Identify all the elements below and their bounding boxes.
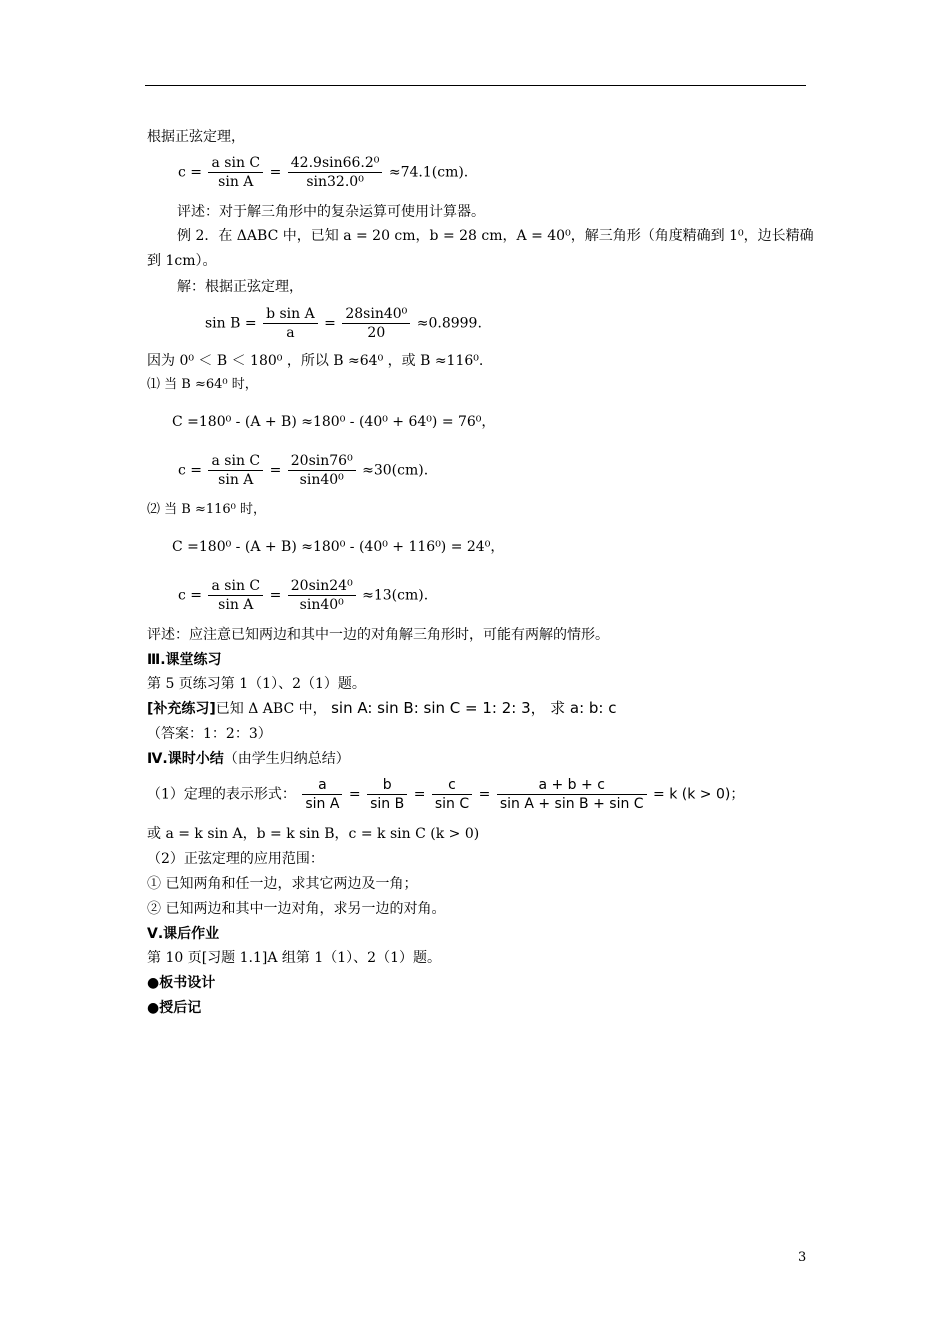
text-line: ⑵ 当 B ≈116⁰ 时， <box>147 502 266 517</box>
fraction <box>288 154 383 191</box>
text-line: 根据正弦定理， <box>147 129 245 145</box>
numerator: 20sin76⁰ <box>288 452 356 471</box>
text-line <box>147 749 350 769</box>
numerator: 28sin40⁰ <box>342 305 410 324</box>
formula-part: ≈74.1(cm). <box>388 164 469 181</box>
denominator: sin A <box>218 597 254 613</box>
numerator: a sin C <box>208 577 263 596</box>
fraction <box>497 776 647 813</box>
fraction <box>367 776 407 813</box>
numerator: 20sin24⁰ <box>288 577 356 596</box>
text-line: ⑴ 当 B ≈64⁰ 时， <box>147 377 258 392</box>
formula-part: c = <box>178 462 203 479</box>
denominator: a <box>286 325 295 341</box>
header-rule <box>145 85 806 86</box>
formula-part: 求 a: b: c <box>550 699 617 717</box>
denominator: sin C <box>434 796 470 812</box>
formula-line: C =180⁰ - (A + B) ≈180⁰ - (40⁰ + 64⁰) = 76⁰， <box>172 414 496 430</box>
fraction <box>263 305 318 342</box>
section-heading: ●板书设计 <box>147 975 216 991</box>
fraction <box>432 776 472 813</box>
formula-line <box>178 577 428 614</box>
formula-part: = <box>269 587 282 604</box>
numerator: 42.9sin66.2⁰ <box>288 154 383 173</box>
formula-part: sin A: sin B: sin C = 1: 2: 3， <box>331 699 546 717</box>
section-heading: ●授后记 <box>147 1000 202 1016</box>
numerator: c <box>432 776 472 795</box>
text: 已知 Δ ABC 中， <box>215 701 327 717</box>
formula-part: = k (k > 0)； <box>653 786 745 803</box>
text-line: 解：根据正弦定理， <box>177 279 303 295</box>
fraction <box>208 154 263 191</box>
formula-part: = <box>324 315 336 332</box>
denominator: sin A <box>218 174 254 190</box>
text-line: 第 10 页[习题 1.1]A 组第 1（1）、2（1）题。 <box>147 950 441 966</box>
text-line: 例 2．在 ΔABC 中，已知 a = 20 cm，b = 28 cm，A = 40⁰，解三角形（角度精确到 1⁰，边长精确 <box>177 228 814 244</box>
denominator: sin A <box>305 796 340 812</box>
text-line: 到 1cm）。 <box>147 253 217 269</box>
formula-part: sin B = <box>205 315 257 332</box>
fraction <box>302 776 342 813</box>
text-line: 评述：应注意已知两边和其中一边的对角解三角形时，可能有两解的情形。 <box>147 627 609 643</box>
denominator: sin A + sin B + sin C <box>499 796 644 812</box>
page-number: 3 <box>798 1250 807 1265</box>
text-line: 第 5 页练习第 1（1）、2（1）题。 <box>147 676 366 692</box>
formula-line: 或 a = k sin A，b = k sin B，c = k sin C (k > 0) <box>147 826 480 842</box>
fraction <box>208 452 263 489</box>
numerator: b <box>367 776 407 795</box>
formula-line: C =180⁰ - (A + B) ≈180⁰ - (40⁰ + 116⁰) = 24⁰， <box>172 539 505 555</box>
text-line: 因为 0⁰ ＜ B ＜ 180⁰ ，所以 B ≈64⁰ ，或 B ≈116⁰. <box>147 353 484 369</box>
fraction <box>288 577 356 614</box>
text-line <box>147 698 616 719</box>
denominator: 20 <box>367 325 386 341</box>
denominator: sin B <box>370 796 405 812</box>
fraction <box>208 577 263 614</box>
formula-line <box>178 452 428 489</box>
formula-part: ≈0.8999. <box>416 315 482 332</box>
formula-part: = <box>269 164 282 181</box>
fraction <box>342 305 410 342</box>
text-line: 评述：对于解三角形中的复杂运算可使用计算器。 <box>177 204 485 220</box>
formula-part: = <box>269 462 282 479</box>
numerator: a sin C <box>208 154 263 173</box>
text-line: ② 已知两边和其中一边对角，求另一边的对角。 <box>147 901 446 917</box>
text: （由学生归纳总结） <box>223 751 350 767</box>
formula-line <box>147 776 744 813</box>
formula-part: ≈13(cm). <box>362 587 429 604</box>
formula-part: = <box>348 786 361 803</box>
formula-part: = <box>478 786 491 803</box>
denominator: sin40⁰ <box>299 472 344 488</box>
formula-line <box>205 305 482 342</box>
numerator: b sin A <box>263 305 318 324</box>
denominator: sin40⁰ <box>299 597 344 613</box>
section-heading: Ⅳ.课时小结 <box>147 751 224 767</box>
formula-part: ≈30(cm). <box>362 462 429 479</box>
text-line: （2）正弦定理的应用范围： <box>147 851 324 867</box>
text-line: ① 已知两角和任一边，求其它两边及一角； <box>147 876 418 892</box>
formula-line <box>178 154 468 191</box>
formula-part: c = <box>178 164 203 181</box>
section-heading: Ⅴ.课后作业 <box>147 926 220 942</box>
numerator: a + b + c <box>497 776 647 795</box>
text: （1）定理的表示形式： <box>147 786 296 803</box>
formula-part: c = <box>178 587 203 604</box>
text-line: （答案：1：2：3） <box>147 726 272 742</box>
fraction <box>288 452 356 489</box>
denominator: sin32.0⁰ <box>306 174 364 190</box>
section-heading: Ⅲ.课堂练习 <box>147 652 222 668</box>
numerator: a <box>302 776 342 795</box>
formula-part: = <box>413 786 426 803</box>
denominator: sin A <box>218 472 254 488</box>
label: [补充练习] <box>147 701 216 717</box>
numerator: a sin C <box>208 452 263 471</box>
